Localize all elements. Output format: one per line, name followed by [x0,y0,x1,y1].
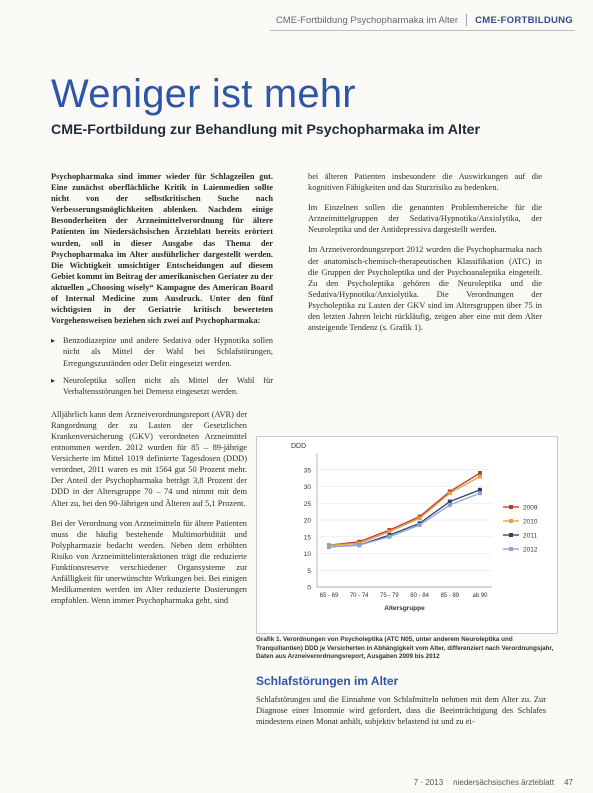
data-point [387,535,391,539]
y-tick-label: 15 [303,534,311,542]
series-line-2011 [329,490,480,547]
data-point [448,503,452,507]
data-point [478,491,482,495]
section-label: CME-FORTBILDUNG [475,14,573,26]
header-divider [466,14,467,26]
left-column [51,171,273,615]
page-title: Weniger ist mehr [51,72,356,116]
line-chart [257,437,557,633]
bullet-list [51,335,273,396]
section-paragraph: Schlafstörungen und die Einnahme von Schlafmitteln nehmen mit dem Alter zu. Zur Diagnose einer Insomnie wird gefordert, dass die Beeinträchtigung des Schlafes mindestens einen Monat anhält, subjektiv belastend ist und zu ei- [256,695,546,727]
running-title: CME-Fortbildung Psychopharmaka im Alter [275,14,459,26]
y-tick-label: 5 [307,567,311,575]
legend-marker [509,505,513,509]
x-tick-label: 75 - 79 [380,593,399,599]
chart [256,436,558,634]
figure-caption: Grafik 1. Verordnungen von Psycholeptika (ATC N05, unter anderem Neuroleptika und Tranquillantien) DDD je Versicherten in Abhängigkeit vom Alter, differenziert nach Verordnungsjahr, Daten aus Arzneiverordnungsreport, Ausgaben 2009 bis 2012 [256,636,554,661]
body-paragraph: Im Einzelnen sollen die genannten Problembereiche für die Arzneimittelgruppen der Sedativa/Hypnotika/Anxiolytika, der Neuroleptika und der Antidepressiva dargestellt werden. [308,203,542,235]
legend-marker [509,547,513,551]
lead-paragraph: Psychopharmaka sind immer wieder für Schlagzeilen gut. Eine zunächst oberflächliche Kritik in Laienmedien sollte nicht von der selbstkritischen Suche nach Verbesserungsmöglichkeiten ablenken. Nachdem einige Besonderheiten der Arzneimittelverordnung für ältere Patienten im Niedersächsischen Ärzteblatt bereits erörtert wurden, soll in dieser Ausgabe das Thema der Psychopharmaka im Alter ausführlicher dargestellt werden. Die Wichtigkeit umsichtiger Entscheidungen auf diesem Gebiet kommt im Beitrag der amerikanischen Geriater zu der aktuellen „Choosing wisely“ Kampagne des American Board of Internal Medicine zum Ausdruck. Unter den fünf wichtigsten in der Geriatrie kritisch bewerteten Vorgehensweisen beziehen sich zwei auf Psychopharmaka: [51,172,273,326]
bullet-item: ▸ Benzodiazepine und andere Sedativa oder Hypnotika sollen nicht als Mittel der Wahl bei Schlafstörungen, Erregungszuständen oder Delir eingesetzt werden. [51,335,273,368]
y-tick-label: 10 [303,551,311,558]
body-paragraph: bei älteren Patienten insbesondere die Auswirkungen auf die kognitiven Fähigkeiten und das Sturzrisiko zu bedenken. [308,172,542,193]
legend-marker [509,519,513,523]
body-paragraph: Bei der Verordnung von Arzneimitteln für ältere Patienten muss die häufig bestehende Multimorbidität und Polypharmazie bedacht werden. Neben dem erhöhten Risiko von Arzneimittelinteraktionen trägt die reduzierte Funktionsreserve verschiedener Organsysteme zur Anfälligkeit für unerwünschte Wirkungen bei. Bei einigen Medikamenten werden im Alter reduzierte Dosierungen empfohlen. Wenn immer Psychopharmaka geht, sind [51,518,247,606]
x-tick-label: 85 - 89 [440,593,460,599]
x-tick-label: 65 - 69 [319,593,339,599]
issue-number: 7 · 2013 [413,778,444,787]
data-point [418,523,422,527]
y-tick-label: 30 [303,484,311,491]
section-heading: Schlafstörungen im Alter [256,674,399,688]
series-line-2009 [329,473,480,545]
legend-label: 2012 [523,546,538,554]
data-point [357,543,361,547]
page-subtitle: CME-Fortbildung zur Behandlung mit Psychopharmaka im Alter [51,122,481,138]
data-point [418,516,422,520]
running-header [276,13,573,27]
y-tick-label: 20 [303,517,311,525]
header-rule [270,30,575,31]
x-tick-label: 70 - 74 [349,593,369,599]
right-column [308,171,542,342]
y-tick-label: 0 [307,584,311,592]
legend-label: 2009 [523,504,538,512]
x-tick-label: 80 - 84 [410,593,429,599]
data-point [478,474,482,478]
page-footer [414,778,573,787]
body-paragraph: Im Arzneiverordnungsreport 2012 wurden die Psychopharmaka nach der anatomisch-chemisch-therapeutischen Klassifikation (ATC) in die Gruppen der Psycholeptika und der Psychoanaleptika eingeteilt. Zu den Psycholeptika gehören die Neuroleptika und die Sedativa/Hypnotika/Anxiolytika. Die Verordnungen der Psycholeptika zu Lasten der GKV sind im Altersgruppen über 75 in den letzten Jahren leicht rückläufig, zeigen aber eine mit dem Alter ansteigende Tendenz (s. Grafik 1). [308,245,542,333]
data-point [448,491,452,495]
x-axis-label: Altersgruppe [384,605,425,612]
data-point [327,545,331,549]
legend-label: 2011 [523,532,537,540]
legend-marker [509,533,513,537]
page-number: 47 [564,778,573,787]
body-paragraph: Alljährlich kann dem Arzneiverordnungsreport (AVR) der Rangordnung der zu Lasten der Gesetzlichen Krankenversicherung (GKV) verordneten Arzneimittel entnommen werden. 2012 wurden für 85 – 89-jährige Versicherte im Mittel 1019 definierte Tagesdosen (DDD) verordnet, 2011 waren es mit 1564 gut 50 Prozent mehr. Der Anteil der Psychopharmaka beträgt 3,8 Prozent der DDD in der Altersgruppe 70 – 74 und nimmt mit dem Alter zu, bei den 90-Jährigen und Älteren auf 5,1 Prozent. [51,409,247,508]
y-tick-label: 25 [303,500,311,508]
journal-name: niedersächsisches ärzteblatt [453,778,555,787]
bullet-item: ▸ Neuroleptika sollen nicht als Mittel der Wahl für Verhaltensstörungen bei Demenz eingesetzt werden. [51,375,273,397]
y-axis-label: DDD [291,443,307,450]
y-tick-label: 35 [303,467,311,475]
legend-label: 2010 [523,518,538,526]
x-tick-label: ab 90 [472,593,488,599]
